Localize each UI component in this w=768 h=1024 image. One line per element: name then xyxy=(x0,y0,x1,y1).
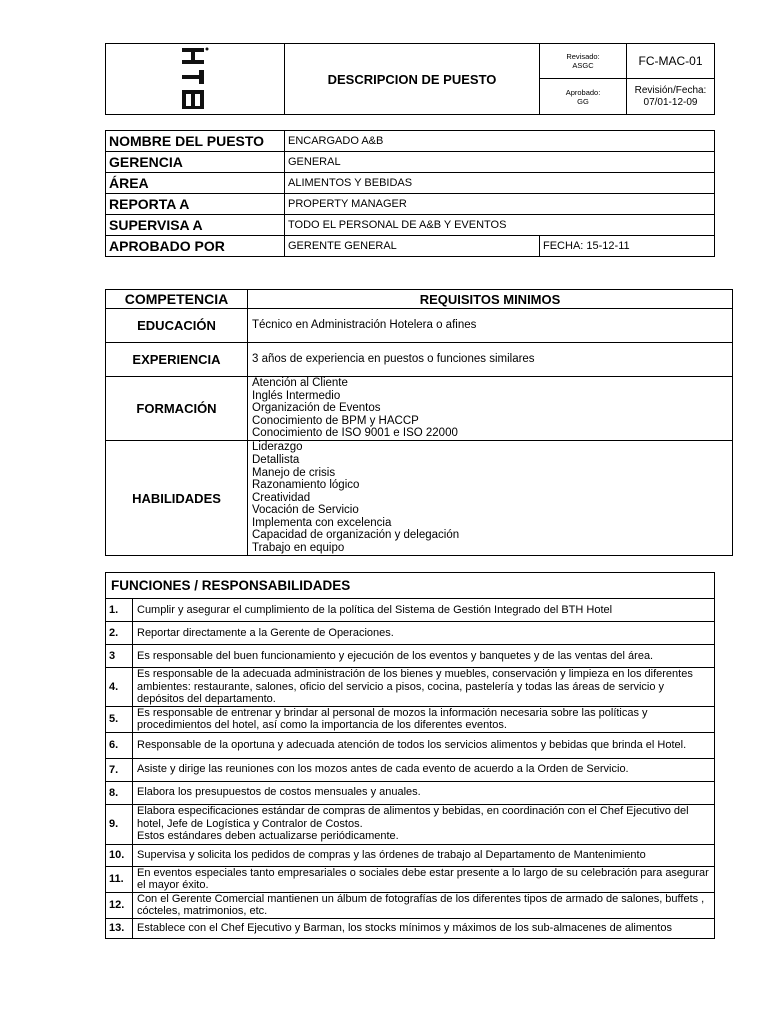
competencia-row xyxy=(106,343,733,377)
requisito-item: Creatividad xyxy=(252,491,311,504)
requisito-item: 3 años de experiencia en puestos o funciones similares xyxy=(252,353,535,366)
info-label-aprobado: APROBADO POR xyxy=(106,236,285,257)
competencia-experiencia: EXPERIENCIA xyxy=(106,343,248,377)
funcion-number: 1. xyxy=(106,599,133,622)
funcion-number: 2. xyxy=(106,622,133,645)
funcion-number: 5. xyxy=(106,706,133,732)
requisito-item: Liderazgo xyxy=(252,441,303,454)
aprobado-value: GG xyxy=(577,96,589,106)
funcion-row xyxy=(106,599,715,622)
requisito-educacion xyxy=(248,309,733,343)
funcion-row xyxy=(106,758,715,781)
funcion-row xyxy=(106,892,715,918)
competencia-row xyxy=(106,377,733,441)
competencia-formacion: FORMACIÓN xyxy=(106,377,248,441)
funcion-number: 7. xyxy=(106,758,133,781)
info-value-aprobado: GERENTE GENERAL xyxy=(285,236,540,257)
info-fecha: FECHA: 15-12-11 xyxy=(540,236,715,257)
info-row xyxy=(106,215,715,236)
requisito-habilidades xyxy=(248,441,733,556)
competencia-row xyxy=(106,441,733,556)
requisito-item: Vocación de Servicio xyxy=(252,504,359,517)
requisito-item: Razonamiento lógico xyxy=(252,479,360,492)
revision-label: Revisión/Fecha: xyxy=(634,84,707,96)
competencias-table xyxy=(105,289,733,556)
funcion-number: 6. xyxy=(106,732,133,758)
funcion-row xyxy=(106,622,715,645)
funcion-number: 13. xyxy=(106,918,133,938)
requisito-item: Organización de Eventos xyxy=(252,402,381,415)
funcion-number: 8. xyxy=(106,781,133,804)
funcion-text: Es responsable del buen funcionamiento y ejecución de los eventos y banquetes y de las ventas del área. xyxy=(133,645,715,668)
funcion-number: 4. xyxy=(106,668,133,707)
revisado-cell xyxy=(540,44,627,79)
funcion-text: Reportar directamente a la Gerente de Operaciones. xyxy=(133,622,715,645)
funciones-title: FUNCIONES / RESPONSABILIDADES xyxy=(106,573,715,599)
info-value-reporta: PROPERTY MANAGER xyxy=(285,194,715,215)
info-value-area: ALIMENTOS Y BEBIDAS xyxy=(285,173,715,194)
requisito-item: Capacidad de organización y delegación xyxy=(252,529,460,542)
info-row xyxy=(106,131,715,152)
funcion-row xyxy=(106,918,715,938)
competencia-row xyxy=(106,309,733,343)
revisado-value: ASGC xyxy=(572,61,594,70)
funcion-text: Elabora los presupuestos de costos mensuales y anuales. xyxy=(133,781,715,804)
requisito-item: Manejo de crisis xyxy=(252,466,336,479)
funcion-text: Con el Gerente Comercial mantienen un álbum de fotografías de los diferentes tipos de armado de salones, buffets , cócteles, matrimonios, etc. xyxy=(133,892,715,918)
aprobado-cell xyxy=(540,79,627,115)
info-label-gerencia: GERENCIA xyxy=(106,152,285,173)
funcion-row xyxy=(106,645,715,668)
funcion-row xyxy=(106,844,715,866)
funciones-table xyxy=(105,572,715,939)
revision-cell xyxy=(627,79,715,115)
funcion-number: 11. xyxy=(106,866,133,892)
info-value-supervisa: TODO EL PERSONAL DE A&B Y EVENTOS xyxy=(285,215,715,236)
funcion-number: 12. xyxy=(106,892,133,918)
funcion-text: Establece con el Chef Ejecutivo y Barman, los stocks mínimos y máximos de los sub-almacenes de alimentos xyxy=(133,918,715,938)
requisito-item: Técnico en Administración Hotelera o afines xyxy=(252,319,477,332)
requisito-item: Trabajo en equipo xyxy=(252,542,345,555)
info-row xyxy=(106,173,715,194)
info-row xyxy=(106,194,715,215)
funcion-text: Supervisa y solicita los pedidos de compras y las órdenes de trabajo al Departamento de Mantenimiento xyxy=(133,844,715,866)
competencia-header: COMPETENCIA xyxy=(106,290,248,309)
funcion-text: Responsable de la oportuna y adecuada atención de todos los servicios alimentos y bebidas que brinda el Hotel. xyxy=(133,732,715,758)
funcion-row xyxy=(106,866,715,892)
funcion-row xyxy=(106,668,715,707)
requisito-experiencia xyxy=(248,343,733,377)
funcion-text: Elabora especificaciones estándar de compras de alimentos y bebidas, en coordinación con el Chef Ejecutivo del hotel, Jefe de Logística y Contralor de Costos. Estos estándares deben actualizarse periódicamente. xyxy=(133,804,715,844)
funcion-text: En eventos especiales tanto empresariales o sociales debe estar presente a lo largo de su celebración para asegurar el mayor éxito. xyxy=(133,866,715,892)
funcion-number: 10. xyxy=(106,844,133,866)
document-title: DESCRIPCION DE PUESTO xyxy=(285,44,540,115)
competencia-educacion: EDUCACIÓN xyxy=(106,309,248,343)
funcion-row xyxy=(106,781,715,804)
requisito-item: Conocimiento de BPM y HACCP xyxy=(252,414,419,427)
funcion-text: Es responsable de entrenar y brindar al personal de mozos la información necesaria sobre las políticas y procedimientos del hotel, así como la importancia de los diferentes eventos. xyxy=(133,706,715,732)
document-code: FC-MAC-01 xyxy=(627,44,715,79)
requisito-item: Inglés Intermedio xyxy=(252,389,341,402)
info-label-puesto: NOMBRE DEL PUESTO xyxy=(106,131,285,152)
requisito-item: Implementa con excelencia xyxy=(252,516,392,529)
info-row xyxy=(106,152,715,173)
requisito-item: Conocimiento de ISO 9001 e ISO 22000 xyxy=(252,427,458,440)
funcion-text: Cumplir y asegurar el cumplimiento de la política del Sistema de Gestión Integrado del BTH Hotel xyxy=(133,599,715,622)
logo-cell xyxy=(106,44,285,115)
position-info-table xyxy=(105,130,715,257)
info-label-supervisa: SUPERVISA A xyxy=(106,215,285,236)
requisito-item: Detallista xyxy=(252,453,300,466)
info-value-puesto: ENCARGADO A&B xyxy=(285,131,715,152)
requisito-item: Atención al Cliente xyxy=(252,377,348,390)
revision-value: 07/01-12-09 xyxy=(643,96,698,108)
funcion-row xyxy=(106,732,715,758)
funcion-text: Asiste y dirige las reuniones con los mozos antes de cada evento de acuerdo a la Orden de Servicio. xyxy=(133,758,715,781)
bth-logo-icon xyxy=(180,46,210,112)
info-value-gerencia: GENERAL xyxy=(285,152,715,173)
funcion-text: Es responsable de la adecuada administración de los bienes y muebles, conservación y limpieza en los diferentes ambientes: restaurante, salones, oficio del servicio a pisos, cocina, pastelería y todas las áreas de servicio y depósitos del departamento. xyxy=(133,668,715,707)
competencia-habilidades: HABILIDADES xyxy=(106,441,248,556)
info-label-reporta: REPORTA A xyxy=(106,194,285,215)
revisado-label: Revisado: xyxy=(566,52,600,61)
funcion-row xyxy=(106,706,715,732)
aprobado-label: Aprobado: xyxy=(565,87,601,97)
requisitos-header: REQUISITOS MINIMOS xyxy=(248,290,733,309)
requisito-formacion xyxy=(248,377,733,441)
funcion-number: 9. xyxy=(106,804,133,844)
document-header xyxy=(105,43,715,115)
funcion-row xyxy=(106,804,715,844)
funcion-number: 3 xyxy=(106,645,133,668)
info-label-area: ÁREA xyxy=(106,173,285,194)
info-row xyxy=(106,236,715,257)
